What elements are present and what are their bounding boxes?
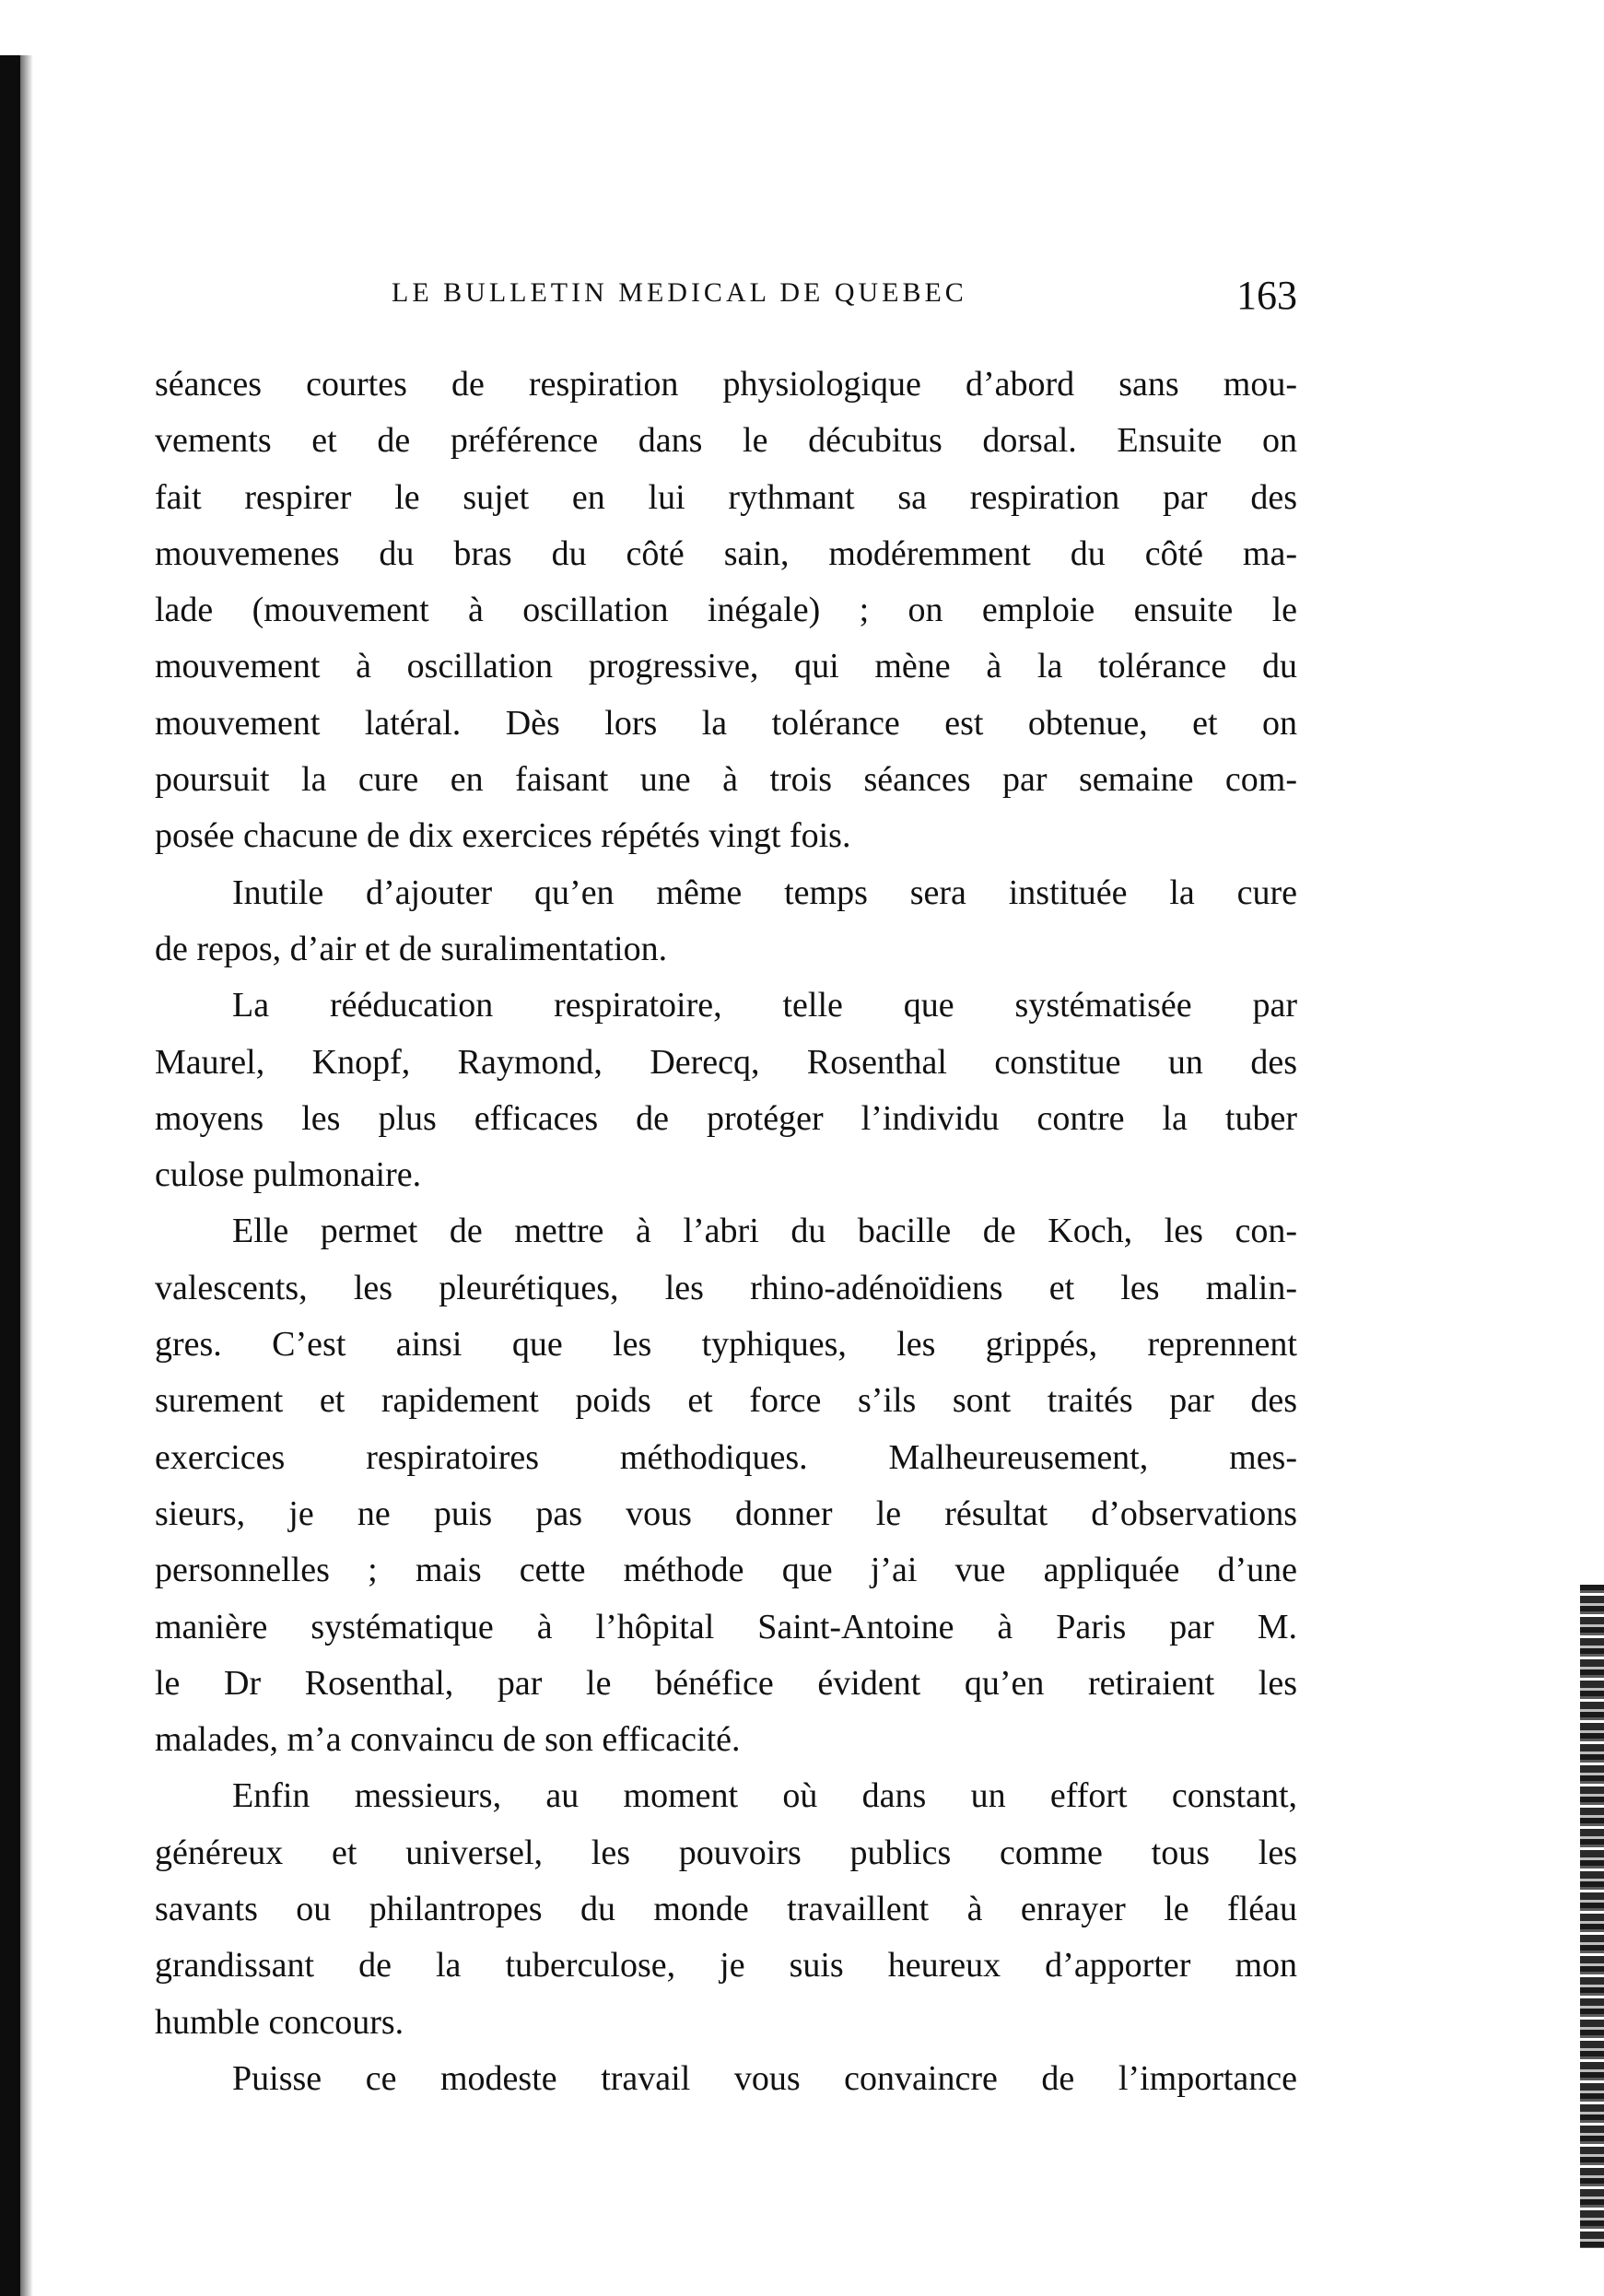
text-line: exercices respiratoires méthodiques. Malheureusement, mes- — [155, 1437, 1297, 1477]
paragraph-start-line: Puisse ce modeste travail vous convaincre de l’importance — [232, 2058, 1297, 2098]
paragraph-start-line: Enfin messieurs, au moment où dans un effort constant, — [232, 1776, 1297, 1816]
binding-shadow — [20, 55, 33, 2296]
text-line: grandissant de la tuberculose, je suis heureux d’apporter mon — [155, 1946, 1297, 1986]
scan-edge-artifact — [1580, 1585, 1604, 2248]
text-line: personnelles ; mais cette méthode que j’ai vue appliquée d’une — [155, 1551, 1297, 1590]
text-line: posée chacune de dix exercices répétés vingt fois. — [155, 816, 851, 856]
text-line: moyens les plus efficaces de protéger l’individu contre la tuber — [155, 1098, 1297, 1138]
text-line: valescents, les pleurétiques, les rhino-adénoïdiens et les malin- — [155, 1268, 1297, 1307]
text-line: malades, m’a convaincu de son efficacité. — [155, 1720, 741, 1760]
page-number: 163 — [1236, 273, 1297, 318]
body-text — [155, 357, 1297, 2107]
text-line: fait respirer le sujet en lui rythmant sa respiration par des — [155, 477, 1297, 517]
text-line: humble concours. — [155, 2002, 404, 2042]
running-head — [155, 272, 1297, 327]
text-line: de repos, d’air et de suralimentation. — [155, 929, 668, 968]
text-line: surement et rapidement poids et force s’ils sont traités par des — [155, 1381, 1297, 1421]
text-line: gres. C’est ainsi que les typhiques, les grippés, reprennent — [155, 1325, 1297, 1365]
running-title: LE BULLETIN MEDICAL DE QUEBEC — [392, 277, 967, 308]
text-line: séances courtes de respiration physiologique d’abord sans mou- — [155, 365, 1297, 404]
text-line: mouvement à oscillation progressive, qui mène à la tolérance du — [155, 647, 1297, 686]
text-line: sieurs, je ne puis pas vous donner le résultat d’observations — [155, 1494, 1297, 1533]
text-line: mouvement latéral. Dès lors la tolérance est obtenue, et on — [155, 703, 1297, 743]
text-line: vements et de préférence dans le décubitus dorsal. Ensuite on — [155, 421, 1297, 461]
text-line: manière systématique à l’hôpital Saint-Antoine à Paris par M. — [155, 1607, 1297, 1646]
paragraph-start-line: Inutile d’ajouter qu’en même temps sera instituée la cure — [232, 873, 1297, 912]
text-line: poursuit la cure en faisant une à trois séances par semaine com- — [155, 760, 1297, 800]
text-line: lade (mouvement à oscillation inégale) ; on emploie ensuite le — [155, 591, 1297, 630]
text-line: mouvemenes du bras du côté sain, modéremment du côté ma- — [155, 533, 1297, 573]
text-line: généreux et universel, les pouvoirs publics comme tous les — [155, 1833, 1297, 1872]
text-line: savants ou philantropes du monde travaillent à enrayer le fléau — [155, 1890, 1297, 1929]
text-line: Maurel, Knopf, Raymond, Derecq, Rosenthal constitue un des — [155, 1042, 1297, 1082]
paragraph-start-line: Elle permet de mettre à l’abri du bacille de Koch, les con- — [232, 1212, 1297, 1251]
binding-edge — [0, 55, 20, 2296]
paragraph-start-line: La rééducation respiratoire, telle que systématisée par — [232, 986, 1297, 1025]
text-line: le Dr Rosenthal, par le bénéfice évident qu’en retiraient les — [155, 1663, 1297, 1703]
text-line: culose pulmonaire. — [155, 1155, 422, 1195]
